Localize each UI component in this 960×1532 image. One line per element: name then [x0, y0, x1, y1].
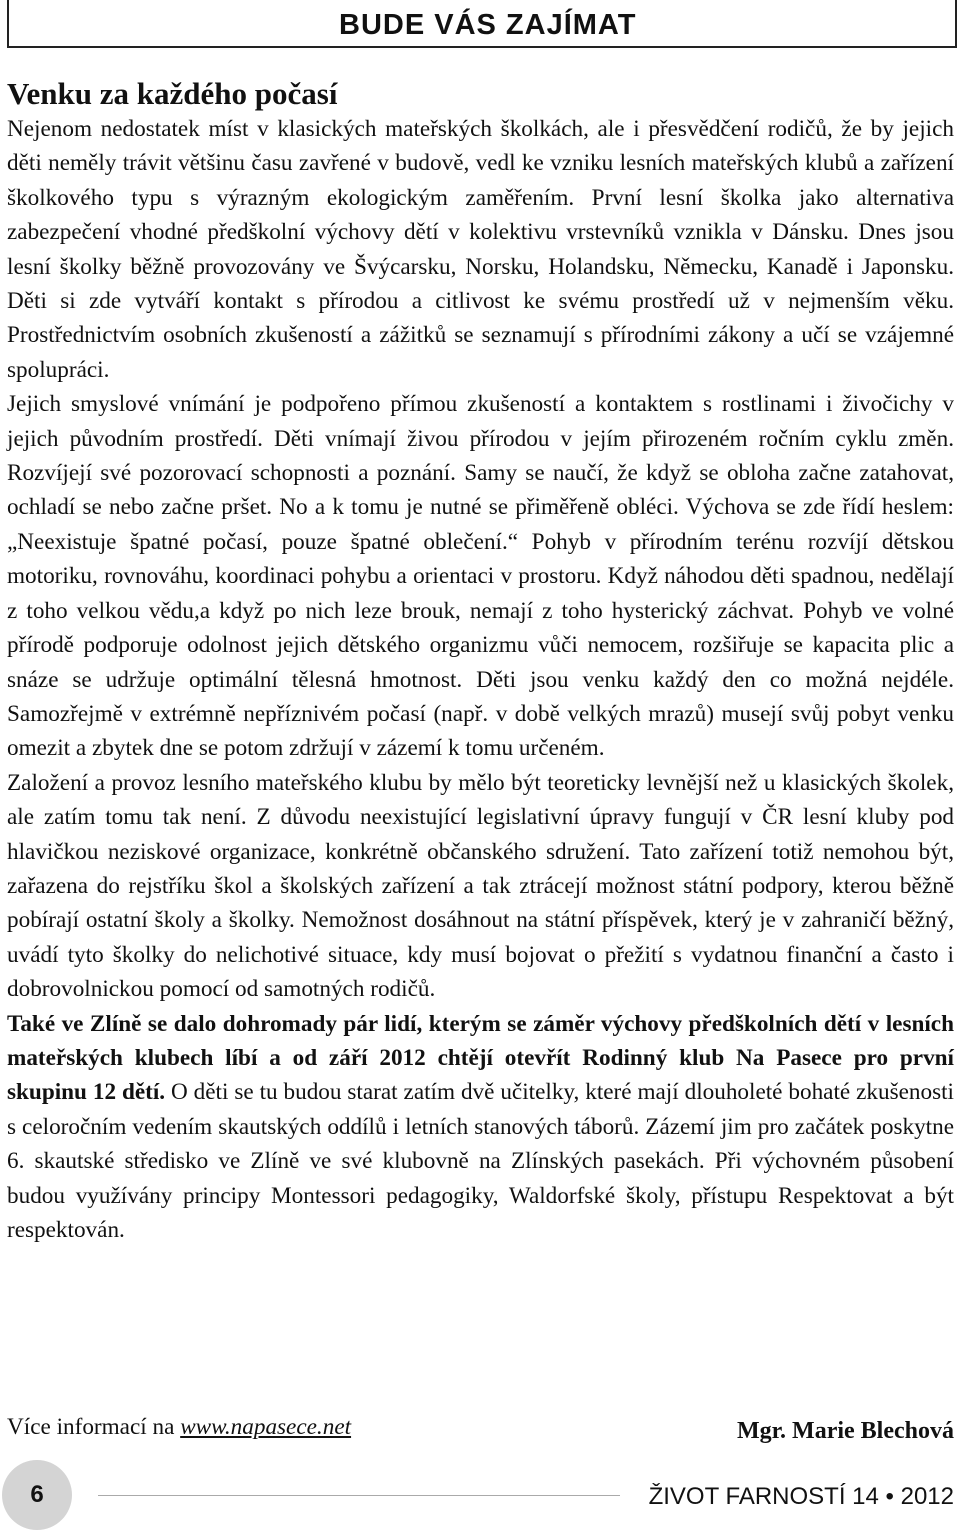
closing-text: O děti se tu budou starat zatím dvě učitelky, které mají dlouholeté bohaté zkušenosti s celoročním vedením skautských oddílů i letních stanových táborů. Zázemí jim pro začátek poskytne 6. skautské středisko ve Zlíně ve své klubovně na Zlínských pasekách. Při výchovném působení budou využívány principy Montessori pedagogiky, Waldorfské školy, přístupu Respektovat a být respektován. — [7, 1079, 954, 1243]
more-info-line — [7, 1410, 351, 1444]
article-paragraph: Nejenom nedostatek míst v klasických mateřských školkách, ale i přesvědčení rodičů, že by jejich děti neměly trávit většinu času zavřené v budově, vedl ke vzniku lesních mateřských klubů a zařízení školkového typu s výrazným ekologickým zaměřením. První lesní školka jako alternativa zabezpečení vhodné předškolní výchovy dětí v kolektivu vrstevníků vznikla v Dánsku. Dnes jsou lesní školky běžně provozovány ve Švýcarsku, Norsku, Holandsku, Německu, Kanadě i Japonsku. Děti si zde vytváří kontakt s přírodou a citlivost ke svému prostředí už v nejmenším věku. Prostřednictvím osobních zkušeností a zážitků se seznamují s přírodními zákony a učí se vzájemné spolupráci. — [7, 116, 954, 383]
page-number: 6 — [30, 1481, 44, 1508]
article-title: Venku za každého počasí — [7, 76, 338, 111]
section-title: BUDE VÁS ZAJÍMAT — [339, 9, 637, 41]
website-link[interactable]: www.napasece.net — [180, 1414, 352, 1440]
closing-highlight: Také ve Zlíně se dalo dohromady pár lidí, kterým se záměr výchovy předškolních dětí v lesních mateřských klubech líbí a od září 2012 chtějí otevřít Rodinný klub Na Pasece pro první skupinu 12 dětí. — [7, 1010, 954, 1106]
more-info-label: Více informací na — [7, 1414, 181, 1440]
section-header — [7, 0, 957, 48]
article-paragraph: Jejich smyslové vnímání je podpořeno přímou zkušeností a kontaktem s rostlinami i živočichy v jejich původním prostředí. Děti vnímají živou přírodou v jejím přirozeném ročním cyklu změn. Rozvíjejí své pozorovací schopnosti a poznání. Samy se naučí, že když se obloha začne zatahovat, ochladí se nebo začne pršet. No a k tomu je nutné se přiměřeně obléci. Výchova se zde řídí heslem: „Neexistuje špatné počasí, pouze špatné oblečení.“ Pohyb v přírodním terénu rozvíjí dětskou motoriku, rovnováhu, koordinaci pohybu a orientaci v prostoru. Když náhodou děti spadnou, nedělají z toho velkou vědu,a když po nich leze brouk, nemají z toho hysterický záchvat. Pohyb ve volné přírodě podporuje odolnost jejich dětského organizmu vůči nemocem, rozšiřuje se kapacita plic a snáze se udržuje optimální tělesná hmotnost. Děti jsou venku každý den co možná nejdéle. Samozřejmě v extrémně nepříznivém počasí (např. v době velkých mrazů) musejí svůj pobyt venku omezit a zbytek dne se potom zdržují v zázemí k tomu určeném. — [7, 391, 954, 762]
footer-divider — [98, 1495, 620, 1496]
author-signature: Mgr. Marie Blechová — [736, 1418, 954, 1444]
article-body — [7, 112, 954, 1247]
closing-paragraph — [7, 1007, 954, 1248]
page-number-badge — [2, 1460, 72, 1530]
article-paragraph: Založení a provoz lesního mateřského klubu by mělo být teoreticky levnější než u klasických školek, ale zatím tomu tak není. Z důvodu neexistující legislativní úpravy fungují v ČR lesní kluby pod hlavičkou neziskové organizace, konkrétně občanského sdružení. Tato zařízení totiž nemohou být, zařazena do rejstříku škol a školských zařízení a tak ztrácejí možnost státní podpory, kterou běžně pobírají ostatní školy a školky. Nemožnost dosáhnout na státní příspěvek, který je v zahraničí běžný, uvádí tyto školky do nelichotivé situace, kdy musí bojovat o přežití s vydatnou finanční a často i dobrovolnickou pomocí od samotných rodičů. — [7, 769, 954, 1003]
publication-title: ŽIVOT FARNOSTÍ 14 • 2012 — [648, 1483, 954, 1510]
